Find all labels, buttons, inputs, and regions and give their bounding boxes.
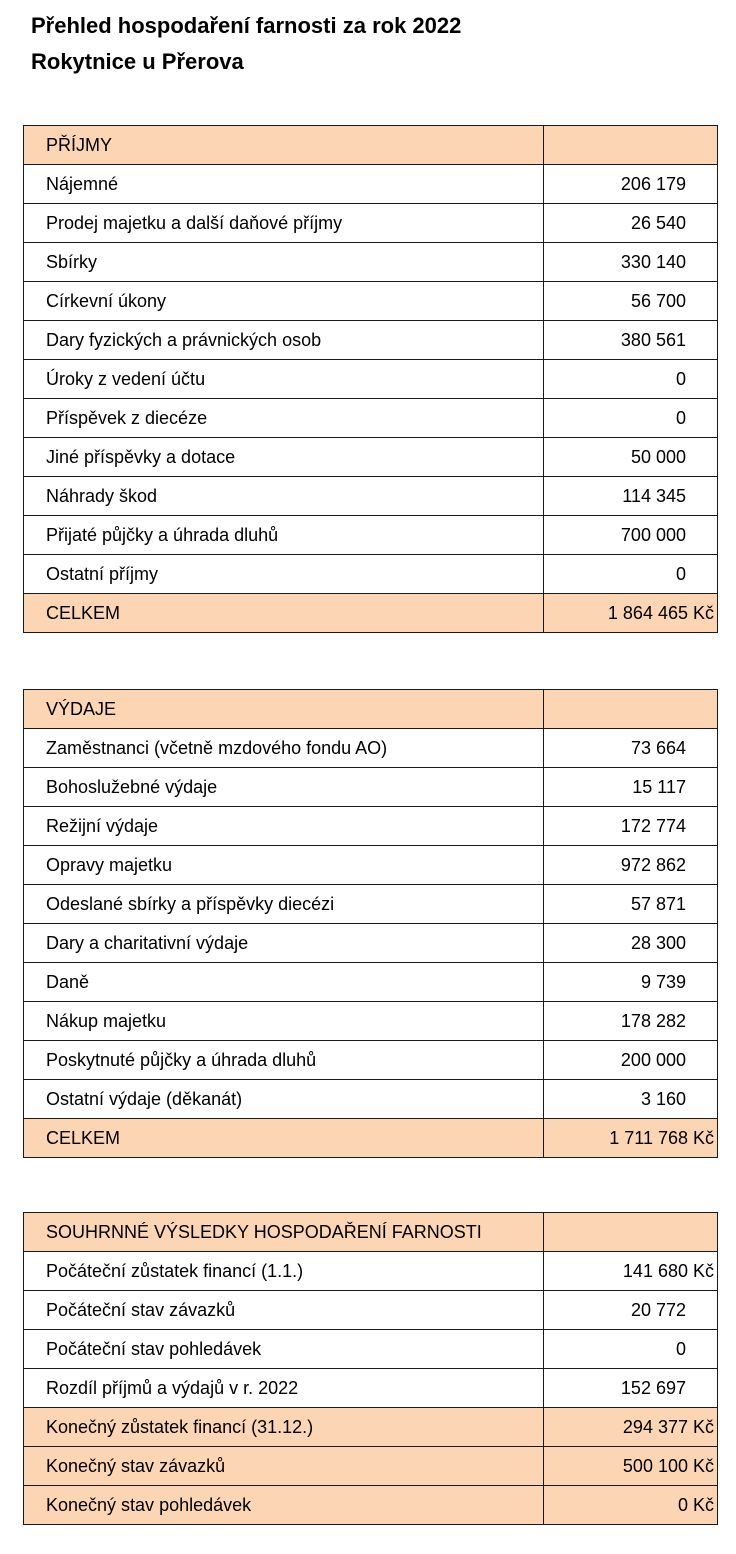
row-value: 20 772 — [544, 1291, 718, 1330]
table-row — [24, 555, 718, 594]
row-value: 3 160 — [544, 1080, 718, 1119]
row-label: Odeslané sbírky a příspěvky diecézi — [24, 885, 544, 924]
row-value: 200 000 — [544, 1041, 718, 1080]
row-label: Počáteční stav pohledávek — [24, 1330, 544, 1369]
table-row — [24, 807, 718, 846]
row-value: 330 140 — [544, 243, 718, 282]
table-row — [24, 243, 718, 282]
table-row — [24, 399, 718, 438]
table-row — [24, 438, 718, 477]
table-row — [24, 204, 718, 243]
income-header-row — [24, 126, 718, 165]
row-value: 26 540 — [544, 204, 718, 243]
row-value: 28 300 — [544, 924, 718, 963]
row-label: Církevní úkony — [24, 282, 544, 321]
summary-table — [23, 1212, 718, 1525]
row-label: Režijní výdaje — [24, 807, 544, 846]
row-value: 114 345 — [544, 477, 718, 516]
row-value: 9 739 — [544, 963, 718, 1002]
row-value: 56 700 — [544, 282, 718, 321]
row-label: Dary fyzických a právnických osob — [24, 321, 544, 360]
table-row — [24, 1080, 718, 1119]
table-row — [24, 165, 718, 204]
report-title — [31, 8, 461, 80]
table-row — [24, 1486, 718, 1525]
income-total-row — [24, 594, 718, 633]
table-row — [24, 516, 718, 555]
total-label: CELKEM — [24, 594, 544, 633]
total-value: 1 864 465 Kč — [544, 594, 718, 633]
table-row — [24, 1291, 718, 1330]
row-value: 152 697 — [544, 1369, 718, 1408]
row-label: Počáteční zůstatek financí (1.1.) — [24, 1252, 544, 1291]
income-table — [23, 125, 718, 633]
row-label: Zaměstnanci (včetně mzdového fondu AO) — [24, 729, 544, 768]
row-label: Nákup majetku — [24, 1002, 544, 1041]
row-value: 172 774 — [544, 807, 718, 846]
row-label: Jiné příspěvky a dotace — [24, 438, 544, 477]
row-value: 73 664 — [544, 729, 718, 768]
expenses-header-blank — [544, 690, 718, 729]
total-value: 1 711 768 Kč — [544, 1119, 718, 1158]
table-row — [24, 924, 718, 963]
expenses-header: VÝDAJE — [24, 690, 544, 729]
table-row — [24, 1041, 718, 1080]
table-row — [24, 282, 718, 321]
row-label: Prodej majetku a další daňové příjmy — [24, 204, 544, 243]
row-label: Počáteční stav závazků — [24, 1291, 544, 1330]
row-value: 178 282 — [544, 1002, 718, 1041]
row-value: 0 — [544, 555, 718, 594]
row-value: 15 117 — [544, 768, 718, 807]
table-row — [24, 729, 718, 768]
table-row — [24, 1252, 718, 1291]
table-row — [24, 846, 718, 885]
page-subtitle: Rokytnice u Přerova — [31, 49, 244, 74]
row-label: Dary a charitativní výdaje — [24, 924, 544, 963]
expenses-table — [23, 689, 718, 1158]
total-label: CELKEM — [24, 1119, 544, 1158]
table-row — [24, 477, 718, 516]
table-row — [24, 1408, 718, 1447]
row-value: 206 179 — [544, 165, 718, 204]
row-label: Úroky z vedení účtu — [24, 360, 544, 399]
row-label: Daně — [24, 963, 544, 1002]
row-value: 0 — [544, 1330, 718, 1369]
row-value: 972 862 — [544, 846, 718, 885]
row-value: 380 561 — [544, 321, 718, 360]
table-row — [24, 360, 718, 399]
row-label: Ostatní příjmy — [24, 555, 544, 594]
row-label: Poskytnuté půjčky a úhrada dluhů — [24, 1041, 544, 1080]
summary-header-row — [24, 1213, 718, 1252]
table-row — [24, 1330, 718, 1369]
table-row — [24, 1002, 718, 1041]
table-row — [24, 1447, 718, 1486]
table-row — [24, 1369, 718, 1408]
row-value: 294 377 Kč — [544, 1408, 718, 1447]
summary-header: SOUHRNNÉ VÝSLEDKY HOSPODAŘENÍ FARNOSTI — [24, 1213, 544, 1252]
summary-header-blank — [544, 1213, 718, 1252]
income-header-blank — [544, 126, 718, 165]
row-label: Opravy majetku — [24, 846, 544, 885]
row-label: Konečný zůstatek financí (31.12.) — [24, 1408, 544, 1447]
row-value: 700 000 — [544, 516, 718, 555]
row-value: 50 000 — [544, 438, 718, 477]
row-value: 0 — [544, 360, 718, 399]
expenses-total-row — [24, 1119, 718, 1158]
row-label: Náhrady škod — [24, 477, 544, 516]
row-label: Rozdíl příjmů a výdajů v r. 2022 — [24, 1369, 544, 1408]
row-label: Sbírky — [24, 243, 544, 282]
row-label: Nájemné — [24, 165, 544, 204]
row-value: 57 871 — [544, 885, 718, 924]
row-label: Bohoslužebné výdaje — [24, 768, 544, 807]
table-row — [24, 321, 718, 360]
row-value: 141 680 Kč — [544, 1252, 718, 1291]
table-row — [24, 963, 718, 1002]
table-row — [24, 885, 718, 924]
row-value: 500 100 Kč — [544, 1447, 718, 1486]
expenses-header-row — [24, 690, 718, 729]
row-value: 0 Kč — [544, 1486, 718, 1525]
income-header: PŘÍJMY — [24, 126, 544, 165]
row-label: Konečný stav pohledávek — [24, 1486, 544, 1525]
row-label: Ostatní výdaje (děkanát) — [24, 1080, 544, 1119]
page-title: Přehled hospodaření farnosti za rok 2022 — [31, 13, 462, 38]
row-label: Konečný stav závazků — [24, 1447, 544, 1486]
row-label: Přijaté půjčky a úhrada dluhů — [24, 516, 544, 555]
row-label: Příspěvek z diecéze — [24, 399, 544, 438]
table-row — [24, 768, 718, 807]
row-value: 0 — [544, 399, 718, 438]
